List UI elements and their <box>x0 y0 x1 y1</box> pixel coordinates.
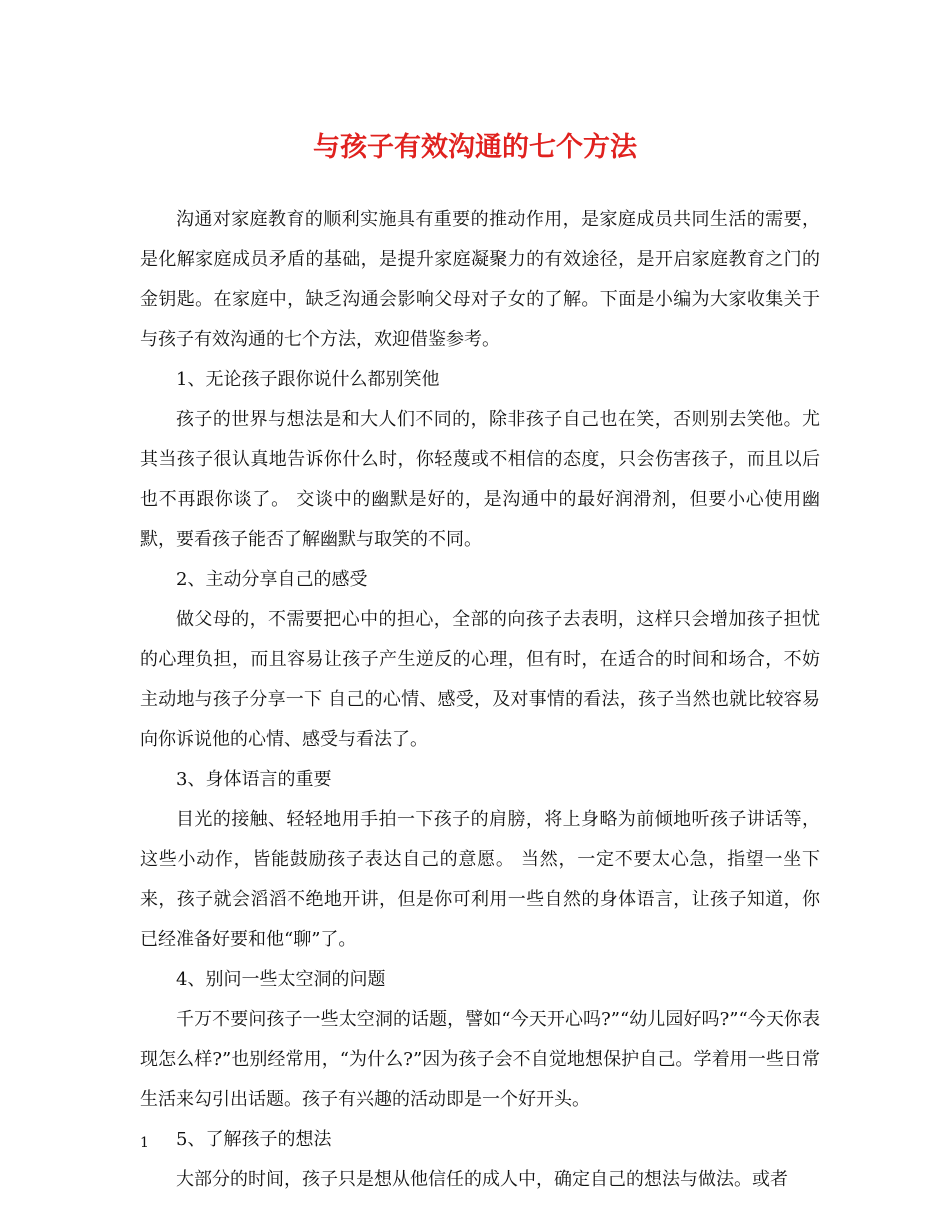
section-heading-1: 1、无论孩子跟你说什么都别笑他 <box>176 369 440 390</box>
section-text-5: 大部分的时间，孩子只是想从他信任的成人中，确定自己的想法与做法。或者 <box>176 1169 788 1190</box>
page-title: 与孩子有效沟通的七个方法 <box>313 132 637 163</box>
section-heading-5: 5、了解孩子的想法 <box>176 1129 332 1150</box>
section-text-4: 千万不要问孩子一些太空洞的话题，譬如“今天开心吗?”“幼儿园好吗?”“今天你表现怎么样?”也别经常用，“为什么?”因为孩子会不自觉地想保护自己。学着用一些日常生活来勾引出话题。孩子有兴趣的活动即是一个好开头。 <box>140 1009 820 1110</box>
section-heading-3: 3、身体语言的重要 <box>176 769 332 790</box>
page-number: 1 <box>140 1135 149 1151</box>
section-heading-4: 4、别问一些太空洞的问题 <box>176 969 386 990</box>
section-text-1: 孩子的世界与想法是和大人们不同的，除非孩子自己也在笑，否则别去笑他。尤其当孩子很认真地告诉你什么时，你轻蔑或不相信的态度，只会伤害孩子，而且以后也不再跟你谈了。 交谈中的幽默是好的，是沟通中的最好润滑剂，但要小心使用幽默，要看孩子能否了解幽默与取笑的不同。 <box>140 409 820 550</box>
intro-paragraph: 沟通对家庭教育的顺利实施具有重要的推动作用，是家庭成员共同生活的需要，是化解家庭成员矛盾的基础，是提升家庭凝聚力的有效途径，是开启家庭教育之门的金钥匙。在家庭中，缺乏沟通会影响父母对子女的了解。下面是小编为大家收集关于与孩子有效沟通的七个方法，欢迎借鉴参考。 <box>140 209 820 350</box>
document-body <box>140 200 820 1200</box>
section-text-3: 目光的接触、轻轻地用手拍一下孩子的肩膀，将上身略为前倾地听孩子讲话等，这些小动作，皆能鼓励孩子表达自己的意愿。 当然，一定不要太心急，指望一坐下来，孩子就会滔滔不绝地开讲，但是你可利用一些自然的身体语言，让孩子知道，你已经准备好要和他“聊”了。 <box>140 809 820 950</box>
section-heading-2: 2、主动分享自己的感受 <box>176 569 368 590</box>
section-text-2: 做父母的，不需要把心中的担心，全部的向孩子去表明，这样只会增加孩子担忧的心理负担，而且容易让孩子产生逆反的心理，但有时，在适合的时间和场合，不妨主动地与孩子分享一下 自己的心情、感受，及对事情的看法，孩子当然也就比较容易向你诉说他的心情、感受与看法了。 <box>140 609 820 750</box>
